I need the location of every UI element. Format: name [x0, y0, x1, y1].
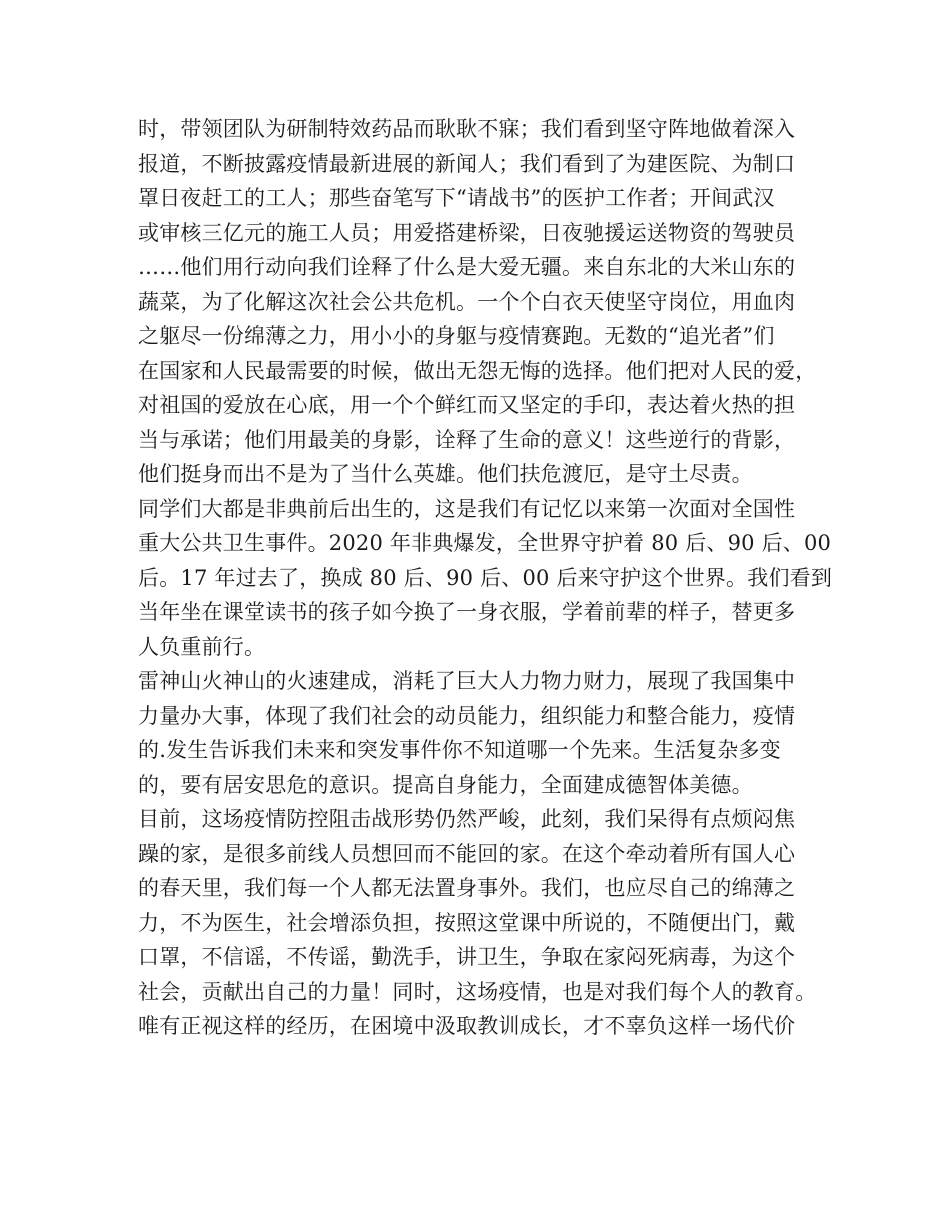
text-line: 力量办大事，体现了我们社会的动员能力，组织能力和整合能力，疫情	[138, 703, 796, 728]
text-line: 当与承诺；他们用最美的身影，诠释了生命的意义！这些逆行的背影，	[138, 427, 796, 452]
text-line: 蔬菜，为了化解这次社会公共危机。一个个白衣天使坚守岗位，用血肉	[138, 289, 796, 314]
text-line: ……他们用行动向我们诠释了什么是大爱无疆。来自东北的大米山东的	[138, 255, 796, 279]
text-line: 人负重前行。	[138, 634, 266, 659]
text-line: 后。17 年过去了，换成 80 后、90 后、00 后来守护这个世界。我们看到	[138, 565, 833, 590]
text-line: 在国家和人民最需要的时候，做出无怨无悔的选择。他们把对人民的爱，	[138, 358, 817, 383]
text-line: 雷神山火神山的火速建成，消耗了巨大人力物力财力，展现了我国集中	[138, 669, 796, 693]
text-line: 或审核三亿元的施工人员；用爱搭建桥梁，日夜驰援运送物资的驾驶员	[138, 220, 796, 245]
text-line: 力，不为医生，社会增添负担，按照这堂课中所说的，不随便出门，戴	[138, 910, 796, 935]
text-line: 的.发生告诉我们未来和突发事件你不知道哪一个先来。生活复杂多变	[138, 738, 781, 762]
text-line: 之躯尽一份绵薄之力，用小小的身躯与疫情赛跑。无数的“追光者”们	[138, 324, 775, 348]
text-line: 同学们大都是非典前后出生的，这是我们有记忆以来第一次面对全国性	[138, 496, 796, 521]
text-line: 躁的家，是很多前线人员想回而不能回的家。在这个牵动着所有国人心	[138, 841, 796, 866]
text-line: 目前，这场疫情防控阻击战形势仍然严峻，此刻，我们呆得有点烦闷焦	[138, 807, 796, 831]
text-line: 的，要有居安思危的意识。提高自身能力，全面建成德智体美德。	[138, 772, 753, 797]
text-line: 罩日夜赶工的工人；那些奋笔写下“请战书”的医护工作者；开间武汉	[138, 186, 775, 210]
text-line: 重大公共卫生事件。2020 年非典爆发，全世界守护着 80 后、90 后、00	[138, 531, 832, 555]
text-line: 对祖国的爱放在心底，用一个个鲜红而又坚定的手印，表达着火热的担	[138, 393, 796, 417]
text-line: 报道，不断披露疫情最新进展的新闻人；我们看到了为建医院、为制口	[138, 151, 796, 176]
text-line: 社会，贡献出自己的力量！同时，这场疫情，也是对我们每个人的教育。	[138, 979, 817, 1004]
text-line: 他们挺身而出不是为了当什么英雄。他们扶危渡厄，是守土尽责。	[138, 462, 753, 486]
body-text	[138, 112, 833, 1044]
text-line: 时，带领团队为研制特效药品而耿耿不寐；我们看到坚守阵地做着深入	[138, 117, 796, 141]
text-line: 当年坐在课堂读书的孩子如今换了一身衣服，学着前辈的样子，替更多	[138, 600, 796, 624]
text-line: 口罩，不信谣，不传谣，勤洗手，讲卫生，争取在家闷死病毒，为这个	[138, 945, 796, 969]
text-line: 唯有正视这样的经历，在困境中汲取教训成长，才不辜负这样一场代价	[138, 1014, 796, 1038]
text-line: 的春天里，我们每一个人都无法置身事外。我们，也应尽自己的绵薄之	[138, 876, 796, 900]
